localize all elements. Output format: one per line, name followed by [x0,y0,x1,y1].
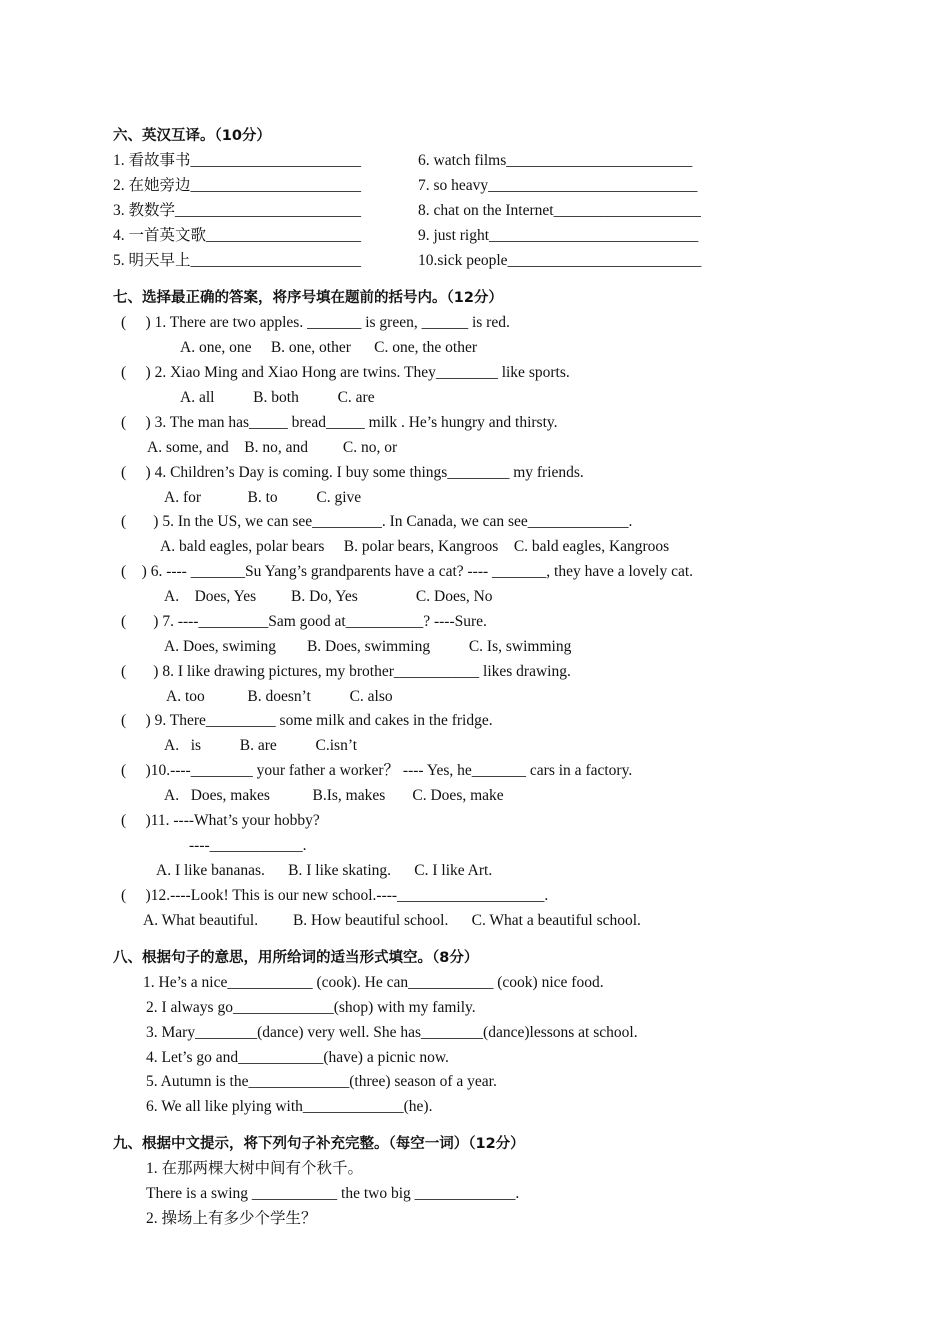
s7-question-6: ( ) 6. ---- _______Su Yang’s grandparents have a cat? ---- _______, they have a lovely cat. [121,563,694,580]
s6-left-item-5: 5. 明天早上______________________ [113,252,362,269]
s7-options-3: A. some, and B. no, and C. no, or [147,439,398,456]
s7-question-8: ( ) 8. I like drawing pictures, my brother___________ likes drawing. [121,663,571,680]
s7-question-3: ( ) 3. The man has_____ bread_____ milk . He’s hungry and thirsty. [121,414,558,431]
s7-options-11: A. I like bananas. B. I like skating. C. I like Art. [156,862,493,879]
s7-question-7: ( ) 7. ----_________Sam good at__________? ----Sure. [121,613,487,630]
s6-right-item-7: 7. so heavy___________________________ [418,177,698,194]
s6-right-item-6: 6. watch films________________________ [418,152,693,169]
s7-options-1: A. one, one B. one, other C. one, the other [180,339,478,356]
s7-question-1: ( ) 1. There are two apples. _______ is green, ______ is red. [121,314,510,331]
s6-left-item-1: 1. 看故事书______________________ [113,152,362,169]
s7-question-2: ( ) 2. Xiao Ming and Xiao Hong are twins. They________ like sports. [121,364,570,381]
s7-question-9: ( ) 9. There_________ some milk and cakes in the fridge. [121,712,493,729]
s6-right-item-9: 9. just right___________________________ [418,227,699,244]
s7-options-4: A. for B. to C. give [164,489,362,506]
s6-left-item-2: 2. 在她旁边______________________ [113,177,362,194]
s7-question-12: ( )12.----Look! This is our new school.----___________________. [121,887,549,904]
s6-left-item-4: 4. 一首英文歌____________________ [113,227,362,244]
s6-right-item-10: 10.sick people_________________________ [418,252,702,269]
s7-options-12: A. What beautiful. B. How beautiful school. C. What a beautiful school. [143,912,641,929]
s7-question-4: ( ) 4. Children’s Day is coming. I buy some things________ my friends. [121,464,584,481]
s7-options-9: A. is B. are C.isn’t [164,737,358,754]
section-6-heading: 六、英汉互译。（10分） [113,128,271,144]
s7-options-7: A. Does, swiming B. Does, swimming C. Is, swimming [164,638,572,655]
section-7-heading: 七、选择最正确的答案，将序号填在题前的括号内。（12分） [113,290,503,306]
s7-question-11: ( )11. ----What’s your hobby? [121,812,320,829]
s9-item-1-english: There is a swing ___________ the two big _____________. [146,1185,520,1202]
s8-item-4: 4. Let’s go and___________(have) a picnic now. [146,1049,449,1066]
s6-right-item-8: 8. chat on the Internet___________________ [418,202,701,219]
section-9-heading: 九、根据中文提示，将下列句子补充完整。（每空一词）（12分） [113,1136,525,1152]
s7-question-11-answer-line: ----____________. [189,837,307,854]
s6-left-item-3: 3. 教数学________________________ [113,202,362,219]
s8-item-6: 6. We all like plying with_____________(he). [146,1098,433,1115]
s7-options-10: A. Does, makes B.Is, makes C. Does, make [164,787,504,804]
s7-options-2: A. all B. both C. are [180,389,375,406]
s8-item-1: 1. He’s a nice___________ (cook). He can___________ (cook) nice food. [143,974,604,991]
s7-question-5: ( ) 5. In the US, we can see_________. In Canada, we can see_____________. [121,513,633,530]
s7-options-5: A. bald eagles, polar bears B. polar bears, Kangroos C. bald eagles, Kangroos [160,538,670,555]
s8-item-3: 3. Mary________(dance) very well. She has________(dance)lessons at school. [146,1024,638,1041]
s8-item-2: 2. I always go_____________(shop) with my family. [146,999,476,1016]
s8-item-5: 5. Autumn is the_____________(three) season of a year. [146,1073,497,1090]
s7-options-8: A. too B. doesn’t C. also [166,688,393,705]
s7-options-6: A. Does, Yes B. Do, Yes C. Does, No [164,588,493,605]
section-8-heading: 八、根据句子的意思，用所给词的适当形式填空。（8分） [113,950,479,966]
s9-item-2-chinese: 2. 操场上有多少个学生？ [146,1210,317,1227]
s7-question-10: ( )10.----________ your father a worker？ ---- Yes, he_______ cars in a factory. [121,762,633,779]
s9-item-1-chinese: 1. 在那两棵大树中间有个秋千。 [146,1160,364,1177]
